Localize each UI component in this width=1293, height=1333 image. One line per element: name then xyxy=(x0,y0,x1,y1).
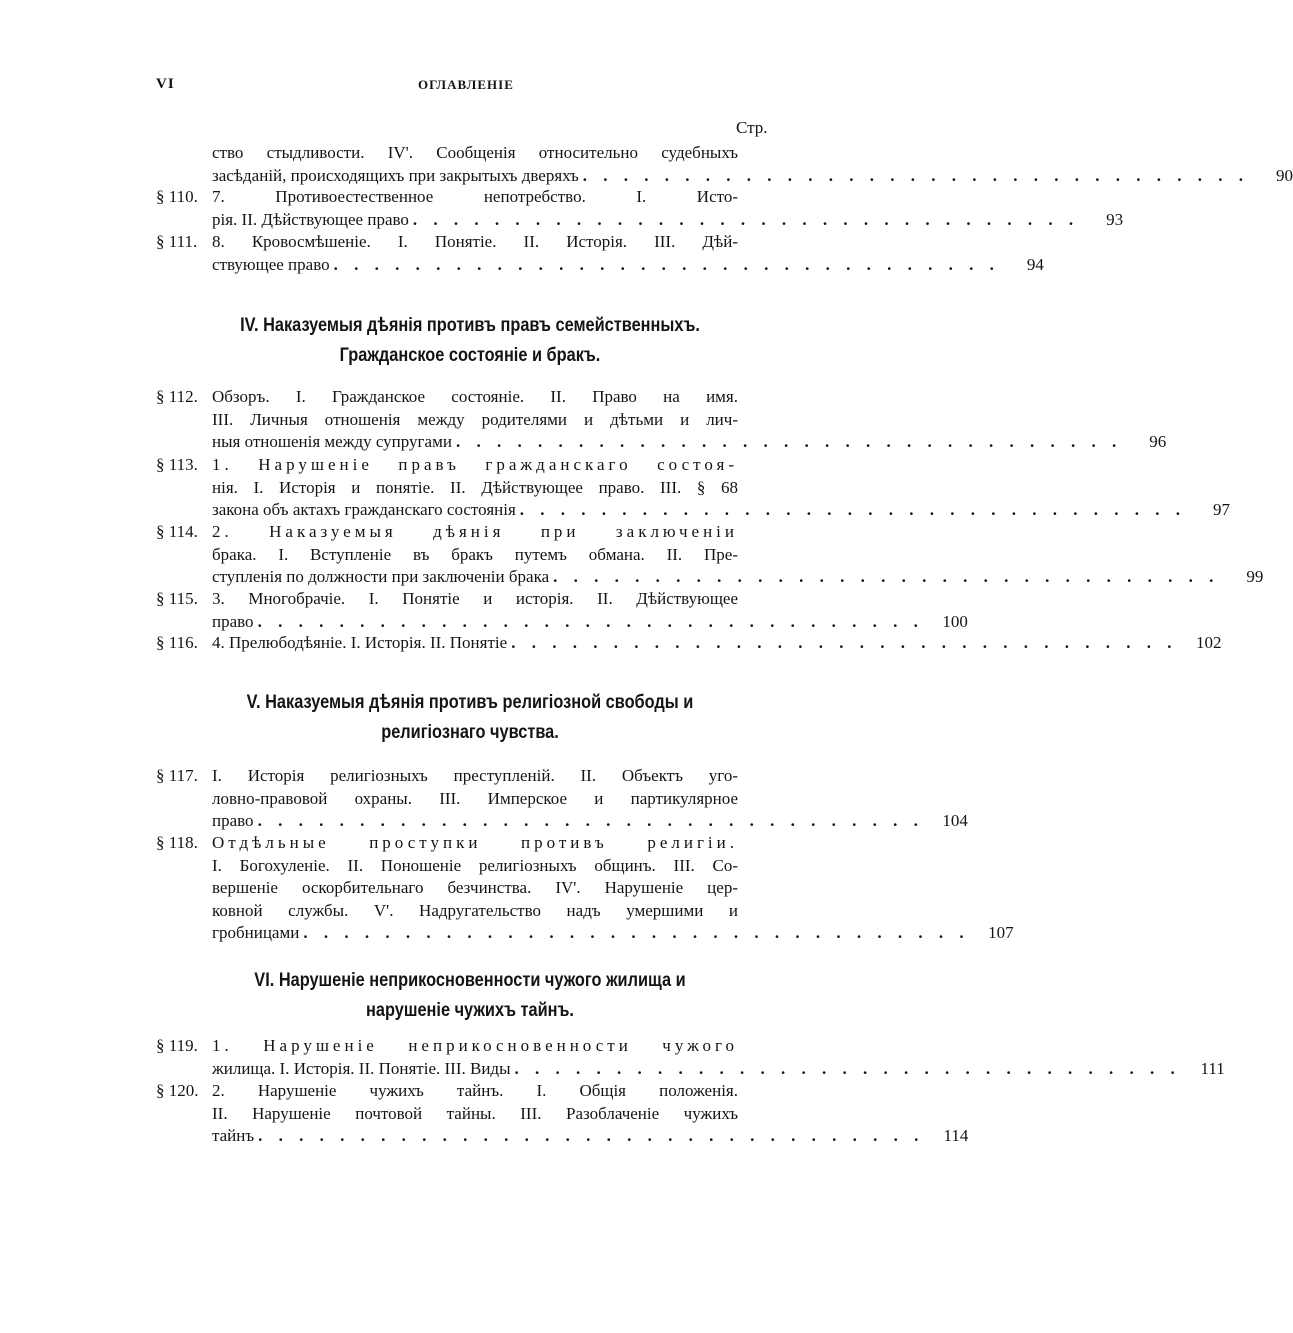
leader-dots: . . . . . . . . . . . . . . . . . . . . . . . . . . . . . . . . . xyxy=(455,432,1123,451)
entry-line: рія. II. Дѣйствующее право xyxy=(212,209,409,229)
entry-number: § 110. xyxy=(156,187,198,206)
entry-line: закона объ актахъ гражданскаго состоянія xyxy=(212,500,516,519)
page-column-label: Стр. xyxy=(736,118,768,137)
entry-page: 104 xyxy=(942,811,968,830)
entry-line: тайнъ xyxy=(212,1126,255,1145)
entry-page: 114 xyxy=(943,1126,969,1145)
entry-page: 100 xyxy=(942,611,968,631)
entry-number: § 113. xyxy=(156,455,198,474)
leader-dots: . . . . . . . . . . . . . . . . . . . . . . . . . . . . . . . . . xyxy=(519,500,1187,519)
entry-number: § 118. xyxy=(156,833,198,852)
entry-page: 96 xyxy=(1149,432,1167,451)
entry-line: засѣданій, происходящихъ при закрытыхъ дверяхъ xyxy=(212,165,579,185)
entry-line: ступленія по должности при заключеніи брака xyxy=(212,567,550,586)
section-heading-line: религіознаго чувства. xyxy=(381,722,559,743)
entry-page: 93 xyxy=(1106,209,1124,229)
leader-dots: . . . . . . . . . . . . . . . . . . . . . . . . . . . . . . . . . xyxy=(258,1126,925,1145)
entry-number: § 119. xyxy=(156,1036,198,1055)
entry-page: 107 xyxy=(988,923,1014,942)
section-heading-line: VI. Нарушеніе неприкосновенности чужого жилища и xyxy=(254,970,686,991)
section-heading xyxy=(203,966,736,1026)
entry-line: брака. I. Вступленіе въ бракъ путемъ обмана. II. Пре- xyxy=(212,544,738,564)
leader-dots: . . . . . . . . . . . . . . . . . . . . . . . . . . . . . . . . . xyxy=(257,811,924,830)
entry-line: нія. I. Исторія и понятіе. II. Дѣйствующее право. III. § 68 xyxy=(212,477,738,497)
leader-dots: . . . . . . . . . . . . . . . . . . . . . . . . . . . . . . . . . xyxy=(412,209,1080,229)
entry-line: ловно-правовой охраны. III. Имперское и партикулярное xyxy=(212,788,738,808)
entry-line: I. Исторія религіозныхъ преступленій. II. Объектъ уго- xyxy=(212,766,738,785)
leader-dots: . . . . . . . . . . . . . . . . . . . . . . . . . . . . . . . . . xyxy=(511,633,1178,652)
section-heading-line: IV. Наказуемыя дѣянія противъ правъ семейственныхъ. xyxy=(240,315,700,336)
entry-line: ствующее право xyxy=(212,254,330,274)
section-heading-line: Гражданское состояніе и бракъ. xyxy=(339,345,601,366)
entry-number: § 114. xyxy=(156,522,198,541)
entry-line: 4. Прелюбодѣяніе. I. Исторія. II. Понятіе xyxy=(212,633,508,652)
entry-page: 102 xyxy=(1195,633,1222,652)
entry-line: I. Богохуленіе. II. Поношеніе религіозныхъ общинъ. III. Со- xyxy=(212,855,738,875)
entry-line: 3. Многобрачіе. I. Понятіе и исторія. II. Дѣйствующее xyxy=(212,589,738,608)
entry-line: вершеніе оскорбительнаго безчинства. IV'. Нарушеніе цер- xyxy=(212,878,738,897)
page-number: VI xyxy=(156,76,175,92)
running-title: ОГЛАВЛЕНІЕ xyxy=(418,77,514,92)
entry-number: § 112. xyxy=(156,387,198,406)
entry-line: 8. Кровосмѣшеніе. I. Понятіе. II. Исторія. III. Дѣй- xyxy=(212,232,738,251)
section-heading xyxy=(203,688,736,748)
entry-number: § 116. xyxy=(156,633,198,652)
entry-line: III. Личныя отношенія между родителями и дѣтьми и лич- xyxy=(212,409,738,429)
entry-line: гробницами xyxy=(212,923,300,942)
entry-line: 1. Нарушеніе неприкосновенности чужого xyxy=(212,1036,738,1055)
entry-line: жилища. I. Исторія. II. Понятіе. III. Виды xyxy=(212,1058,511,1078)
entry-line: II. Нарушеніе почтовой тайны. III. Разоблаченіе чужихъ xyxy=(212,1103,738,1123)
entry-line: право xyxy=(212,811,254,830)
leader-dots: . . . . . . . . . . . . . . . . . . . . . . . . . . . . . . . . . xyxy=(582,165,1250,185)
entry-line: ковной службы. V'. Надругательство надъ умершими и xyxy=(212,900,738,920)
section-heading-line: нарушеніе чужихъ тайнъ. xyxy=(366,1000,574,1021)
entry-number: § 120. xyxy=(156,1081,199,1100)
entry-line: Отдѣльные проступки противъ религіи. xyxy=(212,833,738,852)
entry-line: 7. Противоестественное непотребство. I. Исто- xyxy=(212,187,738,206)
entry-number: § 117. xyxy=(156,766,198,785)
entry-number: § 111. xyxy=(156,232,198,251)
entry-page: 99 xyxy=(1246,567,1264,586)
entry-page: 90 xyxy=(1276,165,1293,185)
leader-dots: . . . . . . . . . . . . . . . . . . . . . . . . . . . . . . . . . xyxy=(514,1058,1181,1078)
entry-line: 1. Нарушеніе правъ гражданскаго состоя- xyxy=(212,455,738,474)
entry-line: Обзоръ. I. Гражданское состояніе. II. Право на имя. xyxy=(212,387,738,406)
entry-line: 2. Наказуемыя дѣянія при заключеніи xyxy=(212,522,738,541)
leader-dots: . . . . . . . . . . . . . . . . . . . . . . . . . . . . . . . . . xyxy=(553,567,1220,586)
entry-page: 97 xyxy=(1213,500,1231,519)
leader-dots: . . . . . . . . . . . . . . . . . . . . . . . . . . . . . . . . . xyxy=(333,254,1000,274)
leader-dots: . . . . . . . . . . . . . . . . . . . . . . . . . . . . . . . . . xyxy=(303,923,970,942)
entry-line: ство стыдливости. IV'. Сообщенія относительно судебныхъ xyxy=(212,143,738,162)
entry-number: § 115. xyxy=(156,589,198,608)
section-heading xyxy=(203,311,736,371)
entry-line: ныя отношенія между супругами xyxy=(212,432,452,451)
entry-page: 94 xyxy=(1026,254,1044,274)
section-heading-line: V. Наказуемыя дѣянія противъ религіозной свободы и xyxy=(246,692,694,713)
leader-dots: . . . . . . . . . . . . . . . . . . . . . . . . . . . . . . . . . xyxy=(257,611,924,631)
entry-line: 2. Нарушеніе чужихъ тайнъ. I. Общія положенія. xyxy=(212,1081,738,1100)
entry-line: право xyxy=(212,611,254,631)
entry-page: 111 xyxy=(1200,1058,1225,1078)
